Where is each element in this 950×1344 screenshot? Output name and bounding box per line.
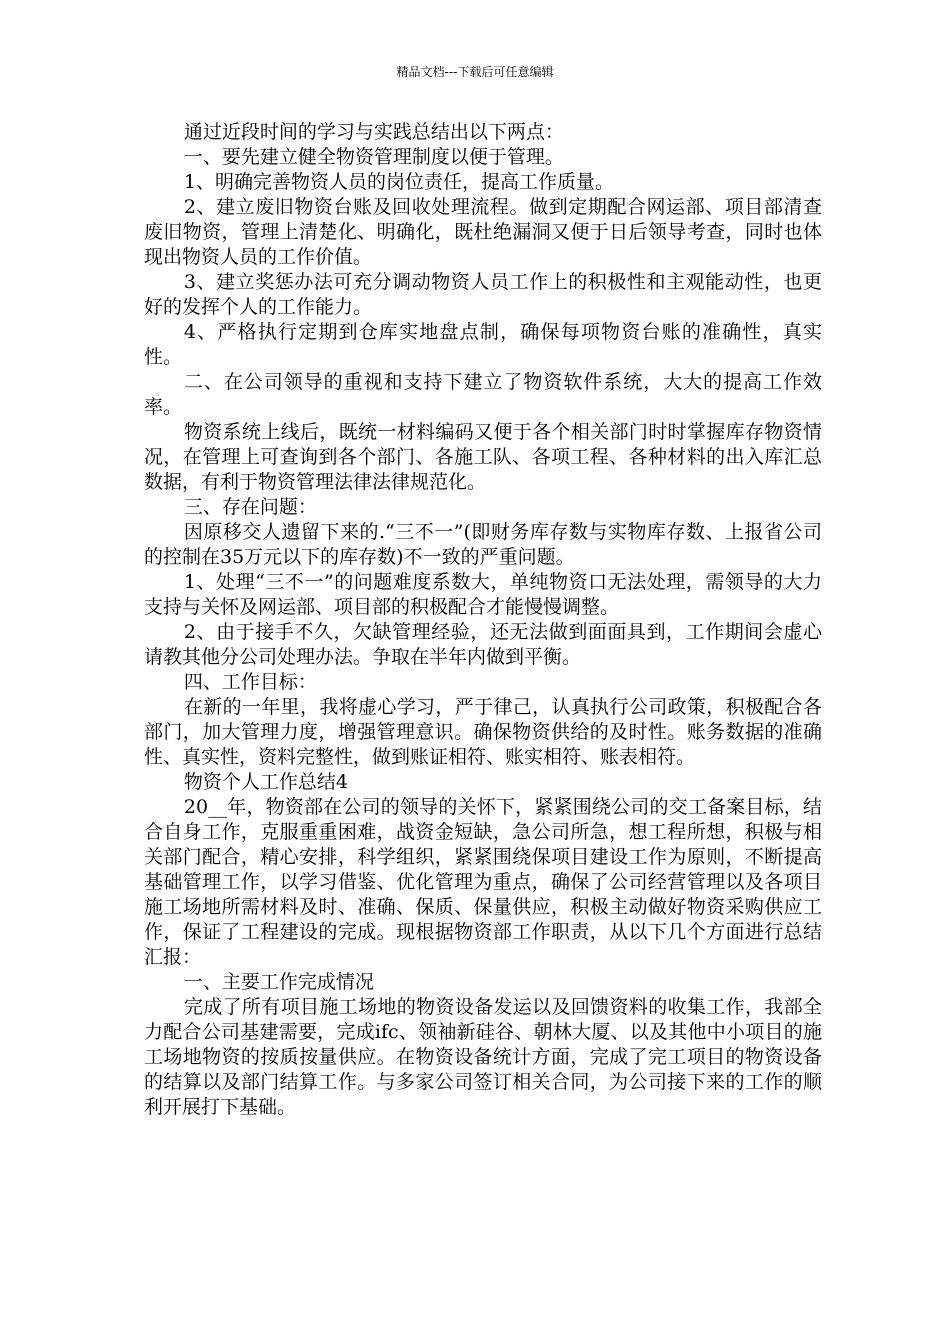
list-item-3: 3、建立奖惩办法可充分调动物资人员工作上的积极性和主观能动性，也更好的发挥个人的工作能力。 [144, 271, 822, 318]
paragraph-summary: 20__年，物资部在公司的领导的关怀下，紧紧围绕公司的交工备案目标，结合自身工作，克服重重困难，战资金短缺，急公司所急，想工程所想，积极与相关部门配合，精心安排，科学组织，紧紧围绕保项目建设工作为原则，不断提高基础管理工作，以学习借鉴、优化管理为重点，确保了公司经营管理以及各项目施工场地所需材料及时、准确、保质、保量供应，积极主动做好物资采购供应工作，保证了工程建设的完成。现根据物资部工作职责，从以下几个方面进行总结汇报： [144, 796, 822, 968]
problem-item-2: 2、由于接手不久，欠缺管理经验，还无法做到面面具到，工作期间会虚心请教其他分公司处理办法。争取在半年内做到平衡。 [144, 621, 822, 668]
document-body [144, 120, 822, 1120]
page-header: 精品文档---下载后可任意编辑 [396, 65, 554, 79]
paragraph-system: 物资系统上线后，既统一材料编码又便于各个相关部门时时掌握库存物资情况，在管理上可查询到各个部门、各施工队、各项工程、各种材料的出入库汇总数据，有利于物资管理法律法律规范化。 [144, 421, 822, 493]
paragraph-intro: 通过近段时间的学习与实践总结出以下两点： [183, 121, 564, 143]
section-heading-3: 三、存在问题： [183, 496, 317, 518]
list-item-1: 1、明确完善物资人员的岗位责任，提高工作质量。 [183, 171, 614, 193]
subsection-heading-1: 一、主要工作完成情况 [183, 971, 374, 993]
section-heading-2: 二、在公司领导的重视和支持下建立了物资软件系统，大大的提高工作效率。 [144, 371, 822, 418]
section-heading-1: 一、要先建立健全物资管理制度以便于管理。 [183, 146, 564, 168]
section-heading-4: 四、工作目标： [183, 671, 317, 693]
list-item-2: 2、建立废旧物资台账及回收处理流程。做到定期配合网运部、项目部清查废旧物资，管理上清楚化、明确化，既杜绝漏洞又便于日后领导考查，同时也体现出物资人员的工作价值。 [144, 196, 822, 268]
problem-item-1: 1、处理“三不一”的问题难度系数大，单纯物资口无法处理，需领导的大力支持与关怀及网运部、项目部的积极配合才能慢慢调整。 [144, 571, 822, 618]
summary-title: 物资个人工作总结4 [183, 771, 348, 793]
list-item-4: 4、严格执行定期到仓库实地盘点制，确保每项物资台账的准确性，真实性。 [144, 321, 822, 368]
paragraph-goals: 在新的一年里，我将虚心学习，严于律己，认真执行公司政策，积极配合各部门，加大管理力度，增强管理意识。确保物资供给的及时性。账务数据的准确性、真实性，资料完整性，做到账证相符、账实相符、账表相符。 [144, 696, 822, 768]
paragraph-problem: 因原移交人遗留下来的.“三不一”(即财务库存数与实物库存数、上报省公司的控制在35万元以下的库存数)不一致的严重问题。 [144, 521, 822, 568]
paragraph-completion: 完成了所有项目施工场地的物资设备发运以及回馈资料的收集工作，我部全力配合公司基建需要，完成ifc、领袖新硅谷、朝林大厦、以及其他中小项目的施工场地物资的按质按量供应。在物资设备统计方面，完成了完工项目的物资设备的结算以及部门结算工作。与多家公司签订相关合同，为公司接下来的工作的顺利开展打下基础。 [144, 996, 822, 1118]
